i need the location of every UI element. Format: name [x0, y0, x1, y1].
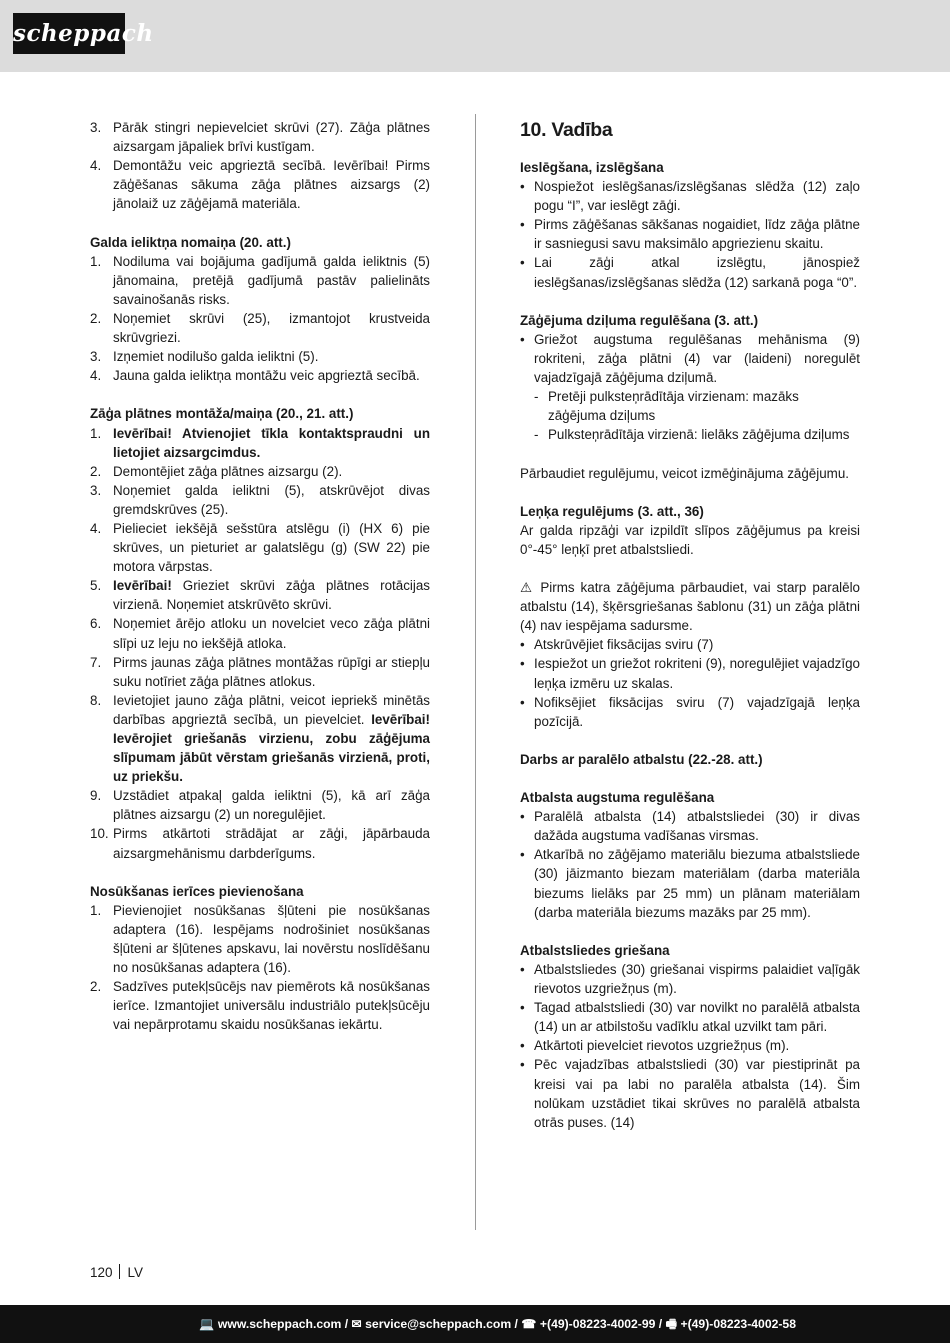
- list-item: 7. Pirms jaunas zāģa plātnes montāžas rūpīgi ar stiepļu suku notīriet zāģa plātnes atlokus.: [90, 654, 430, 689]
- section-heading: Zāģējuma dziļuma regulēšana (3. att.): [520, 312, 759, 328]
- table-insert-list: [90, 252, 430, 386]
- chapter-title: 10. Vadība: [520, 119, 613, 141]
- section-heading: Darbs ar paralēlo atbalstu (22.-28. att.): [520, 751, 763, 767]
- page-header: [0, 0, 950, 72]
- list-item: • Nospiežot ieslēgšanas/izslēgšanas slēdža (12) zaļo pogu “I”, var ieslēgt zāģi.: [520, 179, 860, 214]
- list-item: • Atskrūvējiet fiksācijas sviru (7): [520, 637, 714, 653]
- section-heading: Atbalsta augstuma regulēšana: [520, 790, 715, 806]
- section-heading: Atbalstsliedes griešana: [520, 942, 670, 958]
- list-item: 10. Pirms atkārtoti strādājat ar zāģi, jāpārbauda aizsargmehānismu darbderīgums.: [90, 826, 430, 861]
- right-column: [520, 118, 860, 1132]
- section-heading: Nosūkšanas ierīces pievienošana: [90, 883, 304, 899]
- height-list: [520, 807, 860, 922]
- paragraph: Pārbaudiet regulējumu, veicot izmēģinājuma zāģējumu.: [520, 465, 849, 481]
- section-heading: Ieslēgšana, izslēgšana: [520, 160, 664, 175]
- list-item: 1. Pievienojiet nosūkšanas šļūteni pie nosūkšanas adaptera (16). Iespējams nodrošiniet nosūkšanas šļūteni ar šļūtenes apskavu, lai novērstu noslīdēšanu no nosūkšanas adaptera (16).: [90, 902, 430, 976]
- list-item: 5. Ievērībai! Grieziet skrūvi zāģa plātnes rotācijas virzienā. Noņemiet atskrūvēto skrūvi.: [90, 578, 430, 613]
- list-item: - Pretēji pulksteņrādītāja virzienam: mazāks zāģējuma dziļums: [534, 389, 799, 424]
- list-item: • Atkārtoti pievelciet rievotos uzgriežņus (m).: [520, 1038, 790, 1054]
- list-item: • Atkarībā no zāģējamo materiālu biezuma atbalstsliede (30) jāizmanto biezam materiālam (darba materiāla biezums lielāks par 25 mm) un plānam materiālam (darba materiāla biezums mazāks par 25 mm).: [520, 847, 860, 920]
- section-heading: Leņķa regulējums (3. att., 36): [520, 503, 704, 519]
- column-divider: [475, 114, 476, 1230]
- list-item: 4. Jauna galda ieliktņa montāžu veic apgrieztā secībā.: [90, 368, 420, 384]
- page-number: 120 LV: [90, 1265, 144, 1280]
- list-item: 1. Nodiluma vai bojājuma gadījumā galda ieliktnis (5) jānomaina, pretējā gadījumā pastāv palielināts savainošanās risks.: [90, 253, 430, 307]
- suction-list: [90, 901, 430, 1035]
- section-heading: Galda ieliktņa nomaiņa (20. att.): [90, 234, 291, 250]
- list-item: • Tagad atbalstsliedi (30) var novilkt no paralēlā atbalsta (14) un ar atbilstošu vadīklu atkal uzvilkt tam pāri.: [520, 1000, 860, 1035]
- depth-dash-list: [520, 387, 860, 444]
- paragraph: Ar galda ripzāģi var izpildīt slīpos zāģējumus pa kreisi 0°-45° leņķī pret atbalstsliedi.: [520, 522, 860, 557]
- list-item: 9. Uzstādiet atpakaļ galda ieliktni (5), kā arī zāģa plātnes aizsargu (2) un noregulējiet.: [90, 788, 430, 823]
- list-item: • Pirms zāģēšanas sākšanas nogaidiet, līdz zāģa plātne ir sasniegusi savu maksimālo apgriezienu skaitu.: [520, 217, 860, 252]
- list-item: • Paralēlā atbalsta (14) atbalstsliedei (30) ir divas dažāda augstuma vadīšanas virsmas.: [520, 809, 860, 844]
- angle-list: [520, 635, 860, 730]
- rail-list: [520, 960, 860, 1132]
- list-item: • Atbalstsliedes (30) griešanai vispirms palaidiet vaļīgāk rievotos uzgriežņus (m).: [520, 961, 860, 997]
- onoff-list: [520, 177, 860, 292]
- section-heading: Zāģa plātnes montāža/maiņa (20., 21. att.): [90, 406, 354, 422]
- list-item: • Griežot augstuma regulēšanas mehānisma (9) rokriteni, zāģa plātni (4) var (laideni) noregulēt vajadzīgajā zāģējuma dziļumā.: [520, 331, 860, 386]
- list-item: 8. Ievietojiet jauno zāģa plātni, veicot iepriekš minētās darbības apgrieztā secībā, un pievelciet. Ievērībai! Ievērojiet griešanās virzienu, zobu zāģējuma slīpumam jābūt vērstam griešanās virzienā, proti, uz priekšu.: [90, 692, 430, 785]
- list-item: 6. Noņemiet ārējo atloku un novelciet veco zāģa plātni slīpi uz leju no iekšējā atloka.: [90, 616, 430, 651]
- list-item: • Lai zāģi atkal izslēgtu, jānospiež ieslēgšanas/izslēgšanas slēdža (12) sarkanā poga “0”.: [520, 255, 860, 290]
- contact-info: 💻 www.scheppach.com / ✉ service@scheppach.com / ☎ +(49)-08223-4002-99 / 🖷 +(49)-08223-4002-58: [199, 1317, 796, 1331]
- list-item: 2. Demontējiet zāģa plātnes aizsargu (2).: [90, 463, 343, 479]
- blade-mount-list: [90, 424, 430, 863]
- warning-paragraph: ⚠ Pirms katra zāģējuma pārbaudiet, vai starp paralēlo atbalstu (14), šķērsgriešanas šablonu (31) un zāģa plātni (4) nav iespējama sadursme.: [520, 580, 860, 634]
- list-item: 3. Pārāk stingri nepievelciet skrūvi (27). Zāģa plātnes aizsargam jāpaliek brīvi kustīgam.: [90, 120, 430, 155]
- list-item: 3. Noņemiet galda ieliktni (5), atskrūvējot divas gremdskrūves (25).: [90, 482, 430, 517]
- list-item: • Pēc vajadzības atbalstsliedi (30) var piestiprināt pa kreisi vai pa labi no paralēla atbalsta (14). Šim nolūkam uzstādiet tikai skrūves no paralēlā atbalsta otrās puses. (14): [520, 1057, 860, 1130]
- list-item: 4. Pielieciet iekšējā sešstūra atslēgu (i) (HX 6) pie skrūves, un pieturiet ar galatslēgu (g) (SW 22) pie motora vārpstas.: [90, 520, 430, 575]
- list-item: 1. Ievērībai! Atvienojiet tīkla kontaktspraudni un lietojiet aizsargcimdus.: [90, 425, 430, 460]
- footer-contact-bar: [0, 1305, 950, 1343]
- list-item: - Pulksteņrādītāja virzienā: lielāks zāģējuma dziļums: [534, 427, 850, 443]
- list-item: • Nofiksējiet fiksācijas sviru (7) vajadzīgajā leņķa pozīcijā.: [520, 694, 860, 729]
- scheppach-logo: scheppach: [13, 13, 125, 54]
- list-item: 2. Noņemiet skrūvi (25), izmantojot krustveida skrūvgriezi.: [90, 310, 430, 346]
- list-item: • Iespiežot un griežot rokriteni (9), noregulējiet vajadzīgo leņķa izmēru uz skalas.: [520, 656, 860, 691]
- list-item: 2. Sadzīves putekļsūcējs nav piemērots kā nosūkšanas ierīce. Izmantojiet universālu industriālo putekļsūcēju vai nepārprotamu skaidu nosūkšanas iekārtu.: [90, 979, 430, 1033]
- depth-list: [520, 330, 860, 387]
- list-item: 4. Demontāžu veic apgrieztā secībā. Ievērībai! Pirms zāģēšanas sākuma zāģa plātnes aizsargs (2) jānolaiž uz zāģējamā materiāla.: [90, 158, 430, 212]
- left-column: [90, 118, 430, 1035]
- warning-icon: ⚠: [520, 580, 535, 596]
- list-item: 3. Izņemiet nodilušo galda ieliktni (5).: [90, 349, 319, 365]
- guard-steps-list: [90, 118, 430, 213]
